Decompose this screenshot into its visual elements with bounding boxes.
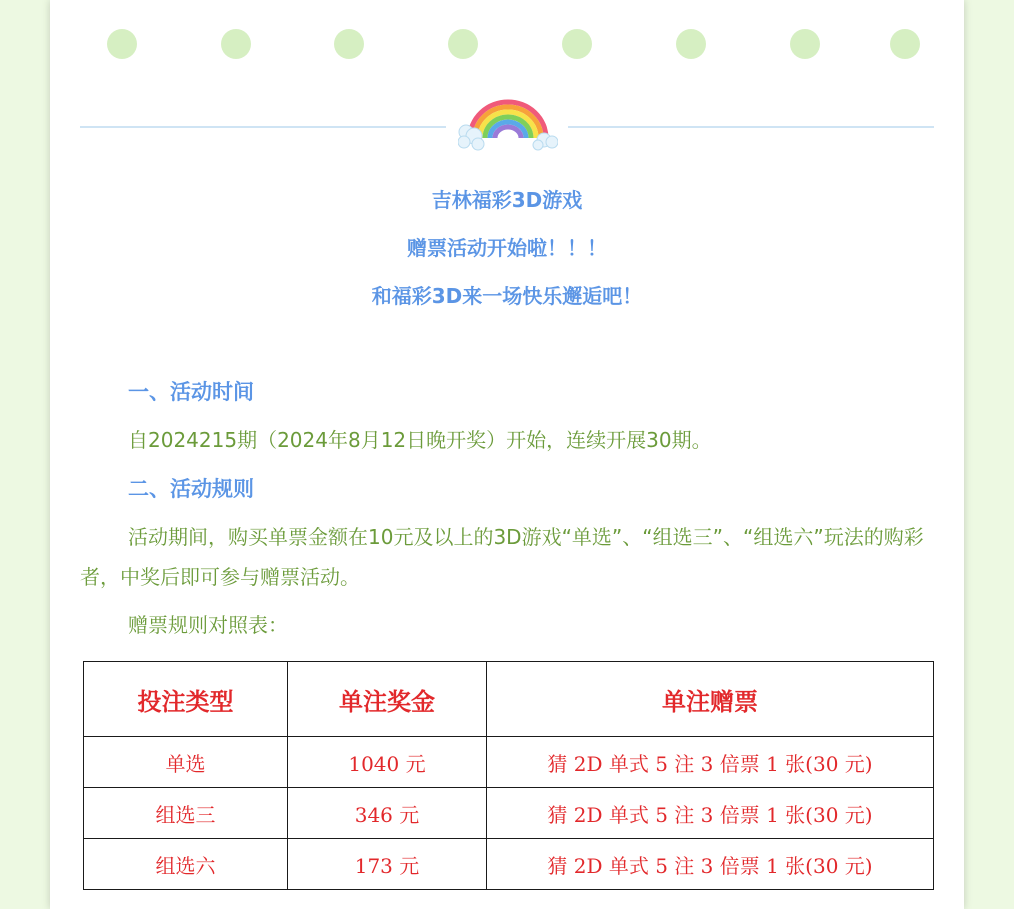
rules-table	[83, 661, 934, 890]
dot-icon	[562, 29, 592, 59]
divider-left	[80, 126, 446, 128]
dot-icon	[107, 29, 137, 59]
decorative-dot-row	[50, 29, 964, 59]
section2-body: 活动期间，购买单票金额在10元及以上的3D游戏“单选”、“组选三”、“组选六”玩法的购彩者，中奖后即可参与赠票活动。	[80, 525, 924, 589]
header-prize: 单注奖金	[288, 662, 487, 737]
header-gift-ticket: 单注赠票	[487, 662, 934, 737]
dot-icon	[334, 29, 364, 59]
rainbow-icon	[458, 98, 558, 152]
cell-bet-type: 组选六	[84, 839, 288, 890]
table-header-row	[84, 662, 934, 737]
dot-icon	[676, 29, 706, 59]
cell-prize: 1040 元	[288, 737, 487, 788]
title-line-1: 吉林福彩3D游戏	[431, 188, 583, 212]
table-row	[84, 737, 934, 788]
article-card	[50, 0, 964, 909]
section1-heading: 一、活动时间	[128, 380, 254, 404]
cell-prize: 346 元	[288, 788, 487, 839]
table-caption: 赠票规则对照表：	[128, 613, 288, 637]
cell-bet-type: 组选三	[84, 788, 288, 839]
dot-icon	[890, 29, 920, 59]
title-line-3: 和福彩3D来一场快乐邂逅吧！	[371, 284, 643, 308]
title-line-2: 赠票活动开始啦！！！	[407, 236, 607, 260]
table-row	[84, 839, 934, 890]
cell-gift: 猜 2D 单式 5 注 3 倍票 1 张(30 元)	[487, 737, 934, 788]
cell-prize: 173 元	[288, 839, 487, 890]
divider-right	[568, 126, 934, 128]
cell-gift: 猜 2D 单式 5 注 3 倍票 1 张(30 元)	[487, 788, 934, 839]
cell-bet-type: 单选	[84, 737, 288, 788]
section2-heading: 二、活动规则	[128, 477, 254, 501]
dot-icon	[448, 29, 478, 59]
section1-body: 自2024215期（2024年8月12日晚开奖）开始，连续开展30期。	[128, 428, 712, 452]
dot-icon	[790, 29, 820, 59]
dot-icon	[221, 29, 251, 59]
table-row	[84, 788, 934, 839]
cell-gift: 猜 2D 单式 5 注 3 倍票 1 张(30 元)	[487, 839, 934, 890]
header-bet-type: 投注类型	[84, 662, 288, 737]
